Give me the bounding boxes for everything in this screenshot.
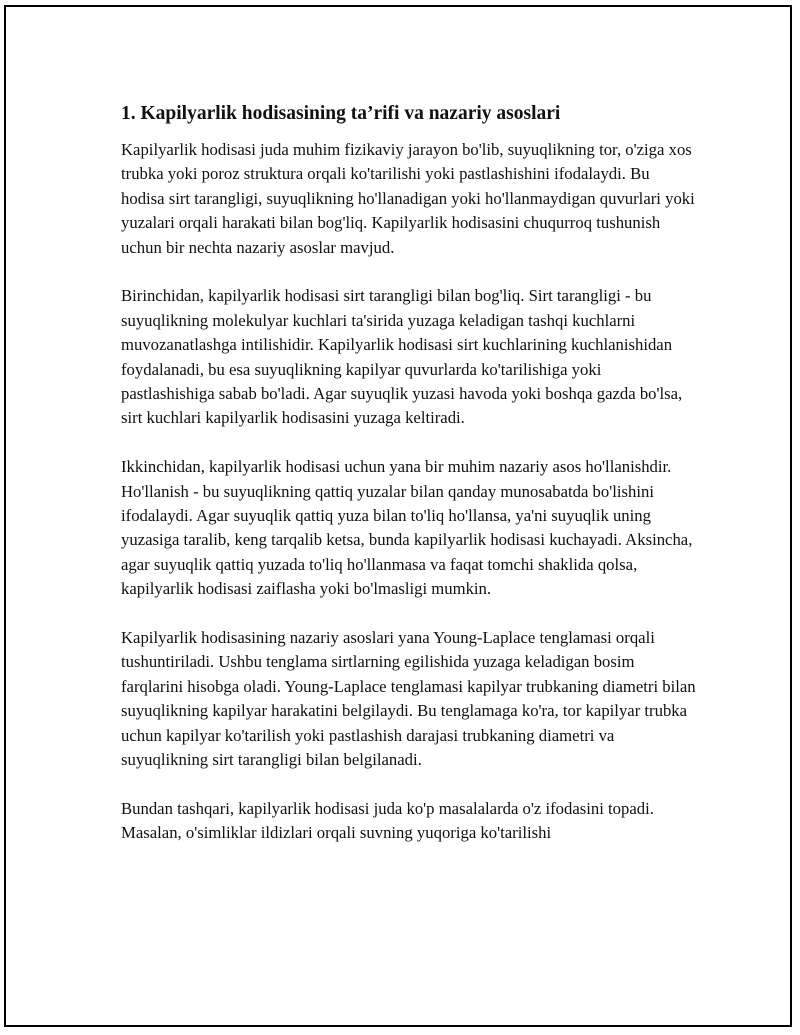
paragraph-definition: Kapilyarlik hodisasi juda muhim fizikaviy jarayon bo'lib, suyuqlikning tor, o'ziga xos trubka yoki poroz struktura orqali ko'tarilishi yoki pastlashishini ifodalaydi. Bu hodisa sirt tarangligi, suyuqlikning ho'llanadigan yoki ho'llanmaydigan quvurlari yoki yuzalari orqali harakati bilan bog'liq. Kapilyarlik hodisasini chuqurroq tushunish uchun bir nechta nazariy asoslar mavjud. bbox=[121, 140, 695, 257]
document-body bbox=[121, 102, 696, 870]
paragraph-surface-tension: Birinchidan, kapilyarlik hodisasi sirt tarangligi bilan bog'liq. Sirt tarangligi - bu suyuqlikning molekulyar kuchlari ta'sirida yuzaga keladigan tashqi kuchlarni muvozanatlashga intilishidir. Kapilyarlik hodisasi sirt kuchlarining kuchlanishidan foydalanadi, bu esa suyuqlikning kapilyar quvurlarda ko'tarilishiga yoki pastlashishiga sabab bo'ladi. Agar suyuqlik yuzasi havoda yoki boshqa gazda bo'lsa, sirt kuchlari kapilyarlik hodisasini yuzaga keltiradi. bbox=[121, 286, 683, 428]
paragraph-young-laplace: Kapilyarlik hodisasining nazariy asoslari yana Young-Laplace tenglamasi orqali tushuntiriladi. Ushbu tenglama sirtlarning egilishida yuzaga keladigan bosim farqlarini hisobga oladi. Young-Laplace tenglamasi kapilyar trubkaning diametri bilan suyuqlikning kapilyar harakatini belgilaydi. Bu tenglamaga ko'ra, tor kapilyar trubka uchun kapilyar ko'tarilish yoki pastlashish darajasi trubkaning diametri va suyuqlikning sirt tarangligi bilan belgilanadi. bbox=[121, 628, 696, 770]
page-frame bbox=[4, 5, 792, 1027]
paragraph-wetting: Ikkinchidan, kapilyarlik hodisasi uchun yana bir muhim nazariy asos ho'llanishdir. Ho'llanish - bu suyuqlikning qattiq yuzalar bilan qanday munosabatda bo'lishini ifodalaydi. Agar suyuqlik qattiq yuza bilan to'liq ho'llansa, ya'ni suyuqlik uning yuzasiga taralib, keng tarqalib ketsa, bunda kapilyarlik hodisasi kuchayadi. Aksincha, agar suyuqlik qattiq yuzada to'liq ho'llanmasa va faqat tomchi shaklida qolsa, kapilyarlik hodisasi zaiflasha yoki bo'lmasligi mumkin. bbox=[121, 457, 693, 599]
section-heading: 1. Kapilyarlik hodisasining ta’rifi va nazariy asoslari bbox=[121, 103, 561, 124]
paragraph-applications: Bundan tashqari, kapilyarlik hodisasi juda ko'p masalalarda o'z ifodasini topadi. Masalan, o'simliklar ildizlari orqali suvning yuqoriga ko'tarilishi bbox=[121, 798, 654, 843]
